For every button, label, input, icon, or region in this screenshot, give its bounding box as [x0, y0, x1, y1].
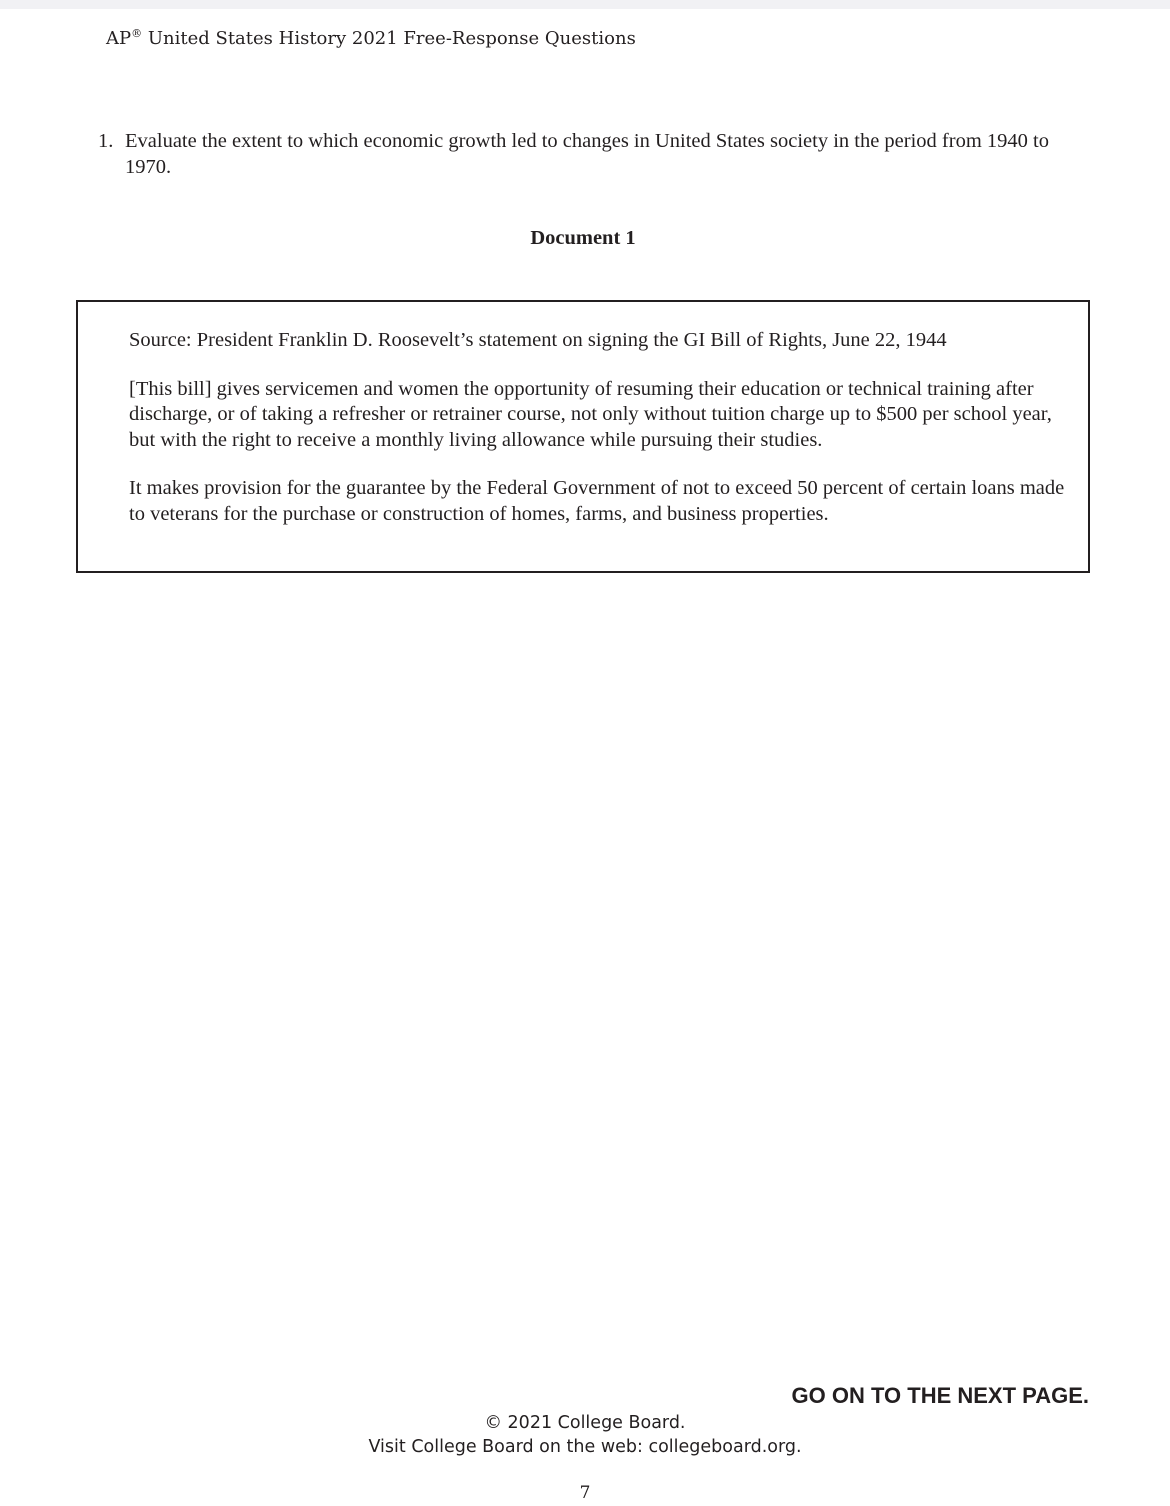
top-strip: [0, 0, 1170, 9]
next-page-notice: GO ON TO THE NEXT PAGE.: [791, 1383, 1089, 1408]
registered-mark: ®: [131, 27, 143, 40]
document-paragraph: [This bill] gives servicemen and women the opportunity of resuming their education or technical training after discharge, or of taking a refresher or retrainer course, not only without tuition charge up to $500 per school year, but with the right to receive a monthly living allowance while pursuing their studies.: [129, 377, 1052, 451]
question-text: Evaluate the extent to which economic growth led to changes in United States society in the period from 1940 to 1970.: [125, 130, 1049, 178]
document-box: [76, 300, 1090, 573]
question: [98, 128, 1088, 180]
page-number: 7: [579, 1483, 591, 1503]
visit-website-text: Visit College Board on the web: collegeboard.org.: [368, 1437, 802, 1457]
copyright-text: © 2021 College Board.: [484, 1413, 686, 1433]
header-title-prefix: AP: [106, 28, 132, 49]
document-content: [129, 328, 1074, 550]
document-source: Source: President Franklin D. Roosevelt’s statement on signing the GI Bill of Rights, June 22, 1944: [129, 329, 947, 351]
running-header: [106, 28, 636, 49]
header-title-rest: United States History 2021 Free-Response Questions: [142, 28, 636, 49]
footer: [0, 1411, 1170, 1459]
question-number: 1.: [98, 130, 114, 152]
document-title: Document 1: [530, 227, 636, 249]
document-paragraph: It makes provision for the guarantee by the Federal Government of not to exceed 50 percent of certain loans made to veterans for the purchase or construction of homes, farms, and business properties.: [129, 477, 1065, 525]
